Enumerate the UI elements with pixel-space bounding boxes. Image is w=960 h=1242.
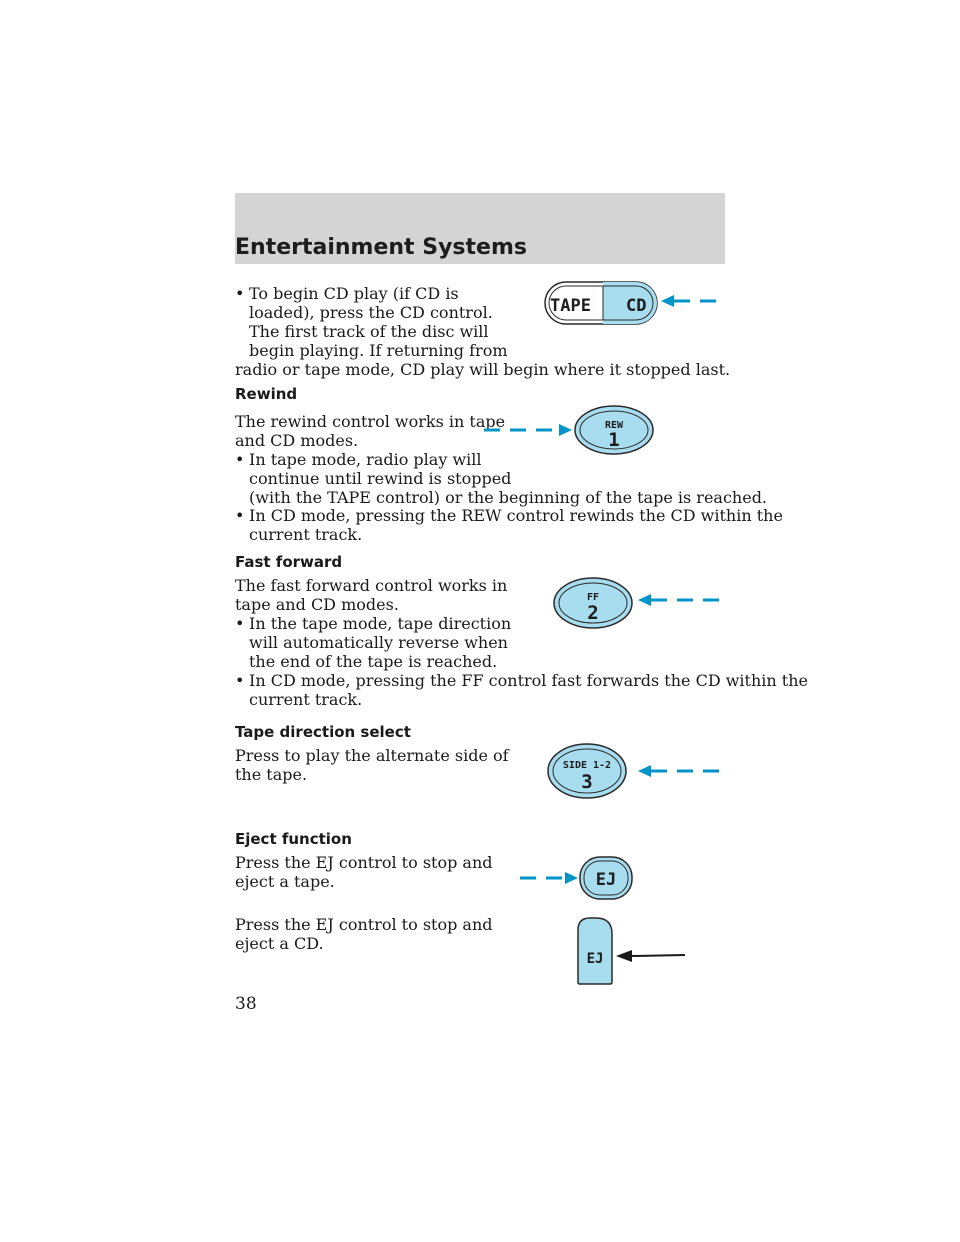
rew-number: 1 xyxy=(608,429,620,451)
page-number: 38 xyxy=(235,994,257,1014)
text-line: will automatically reverse when xyxy=(249,633,508,652)
cd-play-text xyxy=(249,284,508,360)
arrow-left-icon xyxy=(638,594,726,606)
text-line: begin playing. If returning from xyxy=(249,341,508,360)
side-label: SIDE 1-2 xyxy=(562,760,612,771)
text-line: the end of the tape is reached. xyxy=(249,652,498,671)
text-line: In tape mode, radio play will xyxy=(249,450,482,469)
side-number: 3 xyxy=(581,771,593,793)
text-line: eject a CD. xyxy=(235,934,324,953)
cd-label: CD xyxy=(626,296,647,316)
arrow-left-icon xyxy=(638,765,726,777)
rewind-intro xyxy=(235,412,505,450)
bullet-dot: • xyxy=(235,671,245,690)
text-line: In CD mode, pressing the FF control fast forwards the CD within the xyxy=(249,671,808,690)
ej-cd-button-figure xyxy=(576,916,688,986)
text-line: loaded), press the CD control. xyxy=(249,303,493,322)
side-button-figure xyxy=(546,742,730,804)
arrow-right-icon xyxy=(520,872,578,884)
tape-label: TAPE xyxy=(550,296,591,316)
cd-play-text-wide: radio or tape mode, CD play will begin where it stopped last. xyxy=(235,360,731,379)
text-line: In the tape mode, tape direction xyxy=(249,614,512,633)
ej-tape-button-figure xyxy=(518,855,638,905)
tape-direction-intro xyxy=(235,746,509,784)
text-line: The fast forward control works in xyxy=(235,576,508,595)
section-header xyxy=(235,193,725,264)
text-line: eject a tape. xyxy=(235,872,335,891)
rewind-heading: Rewind xyxy=(235,385,298,403)
bullet-dot: • xyxy=(235,506,245,525)
text-line: current track. xyxy=(249,525,363,544)
eject-cd-text xyxy=(235,915,493,953)
ff-label: FF xyxy=(586,592,600,603)
text-line: Press the EJ control to stop and xyxy=(235,853,493,872)
tape-direction-heading: Tape direction select xyxy=(235,723,411,741)
text-line: To begin CD play (if CD is xyxy=(249,284,459,303)
arrow-left-icon xyxy=(661,295,720,307)
arrow-left-icon xyxy=(616,950,685,962)
fast-forward-heading: Fast forward xyxy=(235,553,343,571)
rew-label: REW xyxy=(604,420,624,431)
text-line: (with the TAPE control) or the beginning of the tape is reached. xyxy=(249,488,768,507)
rew-button-figure xyxy=(480,404,660,460)
tape-cd-button-figure xyxy=(540,280,730,330)
text-line: continue until rewind is stopped xyxy=(249,469,512,488)
ff-number: 2 xyxy=(587,602,599,624)
ej-cd-label: EJ xyxy=(586,951,604,967)
ff-button-figure xyxy=(548,574,730,632)
eject-heading: Eject function xyxy=(235,830,352,848)
text-line: the tape. xyxy=(235,765,308,784)
text-line: tape and CD modes. xyxy=(235,595,399,614)
bullet-text xyxy=(249,614,511,671)
text-line: Press the EJ control to stop and xyxy=(235,915,493,934)
eject-tape-text xyxy=(235,853,493,891)
fast-forward-intro xyxy=(235,576,507,614)
text-line: Press to play the alternate side of xyxy=(235,746,509,765)
arrow-right-icon xyxy=(484,424,572,436)
bullet-text xyxy=(249,506,783,544)
ej-tape-label: EJ xyxy=(595,870,617,890)
bullet-dot: • xyxy=(235,284,245,303)
text-line: and CD modes. xyxy=(235,431,359,450)
bullet-dot: • xyxy=(235,614,245,633)
text-line: In CD mode, pressing the REW control rewinds the CD within the xyxy=(249,506,783,525)
text-line: The first track of the disc will xyxy=(249,322,489,341)
section-title: Entertainment Systems xyxy=(235,235,527,260)
bullet-dot: • xyxy=(235,450,245,469)
text-line: The rewind control works in tape xyxy=(235,412,506,431)
text-line: current track. xyxy=(249,690,363,709)
bullet-text xyxy=(249,671,808,709)
